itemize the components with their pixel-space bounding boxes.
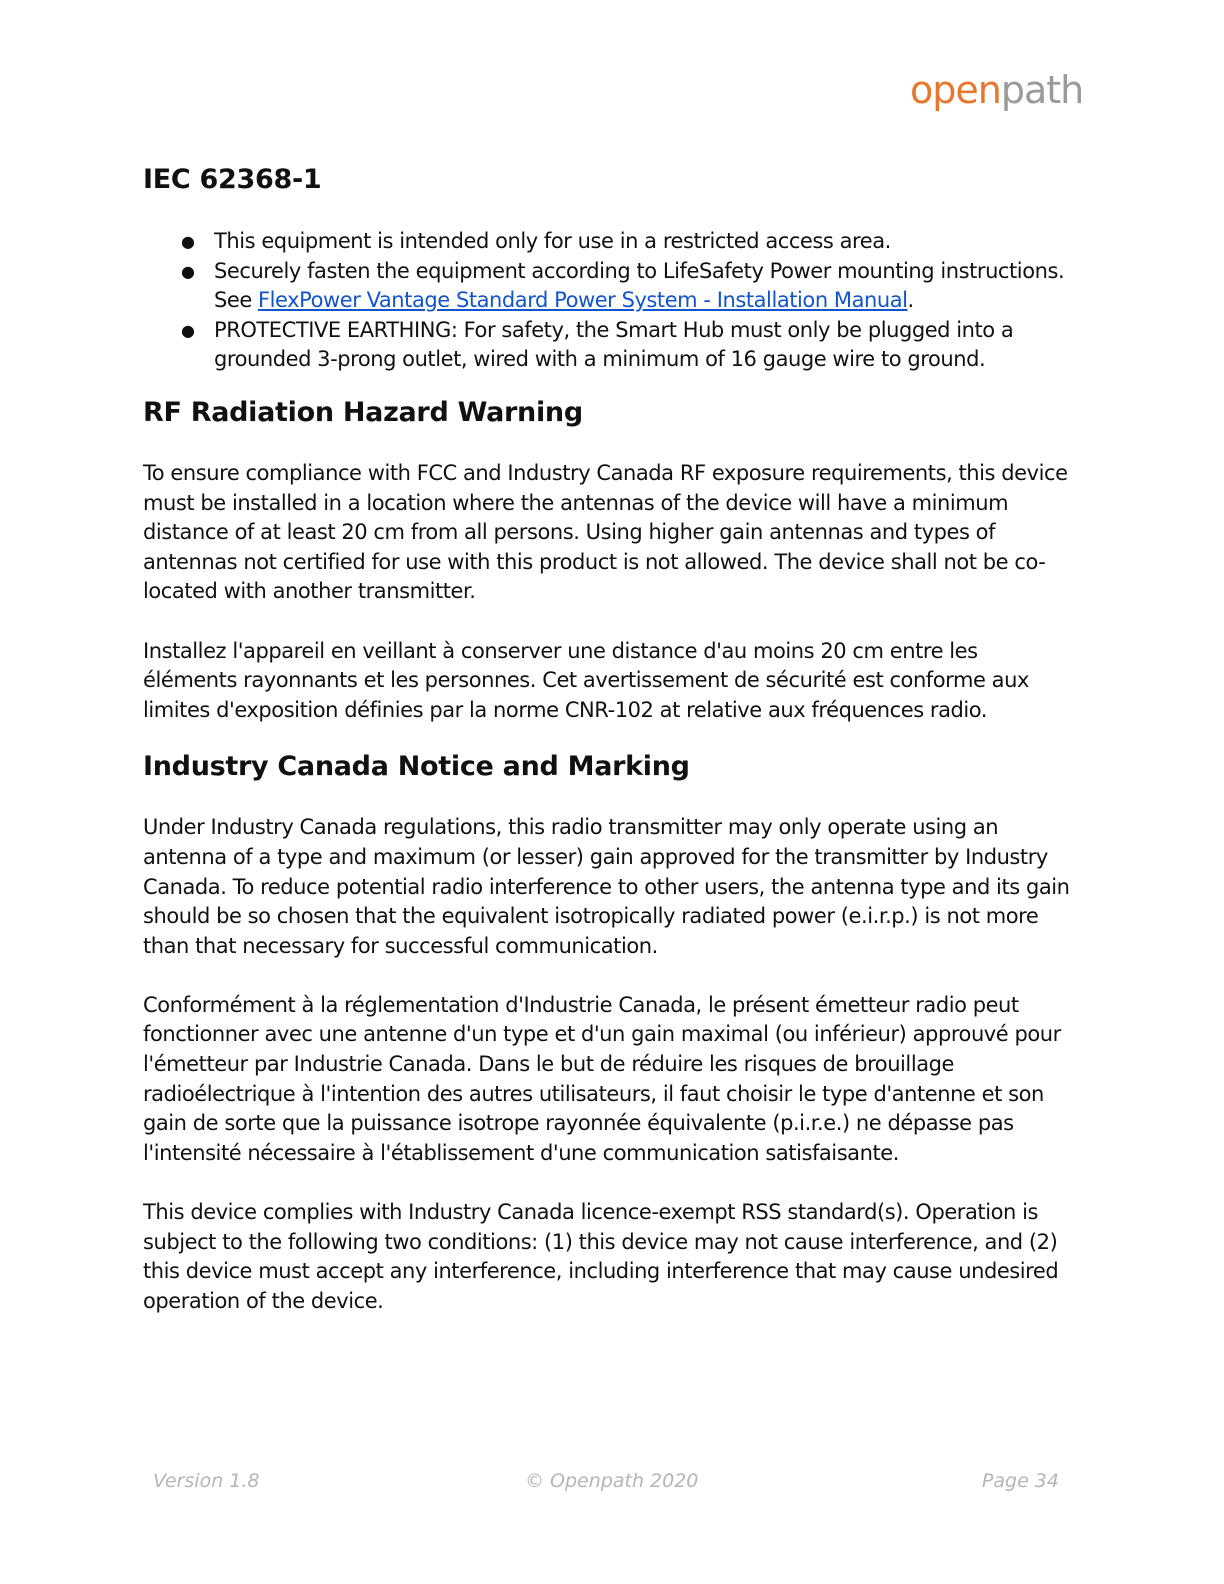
- section-industry-canada: [143, 747, 1073, 1316]
- openpath-logo: [910, 68, 1083, 112]
- logo-open-text: open: [910, 68, 1001, 112]
- document-body: [143, 160, 1073, 1316]
- paragraph: To ensure compliance with FCC and Industry Canada RF exposure requirements, this device must be installed in a location where the antennas of the device will have a minimum distance of at least 20 cm from all persons. Using higher gain antennas and types of antennas not certified for use with this product is not allowed. The device shall not be co-located with another transmitter.: [143, 460, 1068, 604]
- page-number: Page 34: [981, 1470, 1059, 1492]
- section-rf-radiation: [143, 393, 1073, 725]
- logo-path-text: path: [1000, 68, 1084, 112]
- section-heading: IEC 62368-1: [143, 164, 322, 195]
- flexpower-manual-link[interactable]: FlexPower Vantage Standard Power System - Installation Manual: [258, 288, 908, 313]
- copyright-label: © Openpath 2020: [525, 1470, 699, 1492]
- bullet-icon: ●: [181, 232, 195, 251]
- list-item-text-end: .: [907, 288, 914, 313]
- page-footer: [153, 1470, 1059, 1496]
- section-iec-62368: [143, 160, 1073, 375]
- list-item: [143, 316, 1073, 375]
- section-heading: RF Radiation Hazard Warning: [143, 396, 583, 428]
- list-item-text: PROTECTIVE EARTHING: For safety, the Smart Hub must only be plugged into a grounded 3-prong outlet, wired with a minimum of 16 gauge wire to ground.: [214, 317, 1014, 372]
- paragraph: Under Industry Canada regulations, this radio transmitter may only operate using an antenna of a type and maximum (or lesser) gain approved for the transmitter by Industry Canada. To reduce potential radio interference to other users, the antenna type and its gain should be so chosen that the equivalent isotropically radiated power (e.i.r.p.) is not more than that necessary for successful communication.: [143, 815, 1070, 958]
- version-label: Version 1.8: [153, 1470, 260, 1492]
- bullet-icon: ●: [181, 320, 195, 340]
- section-heading: Industry Canada Notice and Marking: [143, 751, 690, 783]
- paragraph: This device complies with Industry Canada licence-exempt RSS standard(s). Operation is subject to the following two conditions: (1) this device may not cause interference, and (2) this device must accept any interference, including interference that may cause undesired operation of the device.: [143, 1200, 1059, 1313]
- list-item-text: This equipment is intended only for use in a restricted access area.: [214, 229, 891, 253]
- paragraph: Conformément à la réglementation d'Industrie Canada, le présent émetteur radio peut fonctionner avec une antenne d'un type et d'un gain maximal (ou inférieur) approuvé pour l'émetteur par Industrie Canada. Dans le but de réduire les risques de brouillage radioélectrique à l'intention des autres utilisateurs, il faut choisir le type d'antenne et son gain de sorte que la puissance isotrope rayonnée équivalente (p.i.r.e.) ne dépasse pas l'intensité nécessaire à l'établissement d'une communication satisfaisante.: [143, 992, 1061, 1165]
- bullet-list: [143, 227, 1073, 375]
- list-item: [143, 227, 1073, 257]
- list-item-text: Securely fasten the equipment according to LifeSafety Power mounting instructions. See: [214, 258, 1065, 313]
- list-item: [143, 257, 1073, 316]
- paragraph: Installez l'appareil en veillant à conserver une distance d'au moins 20 cm entre les éléments rayonnants et les personnes. Cet avertissement de sécurité est conforme aux limites d'exposition définies par la norme CNR-102 at relative aux fréquences radio.: [143, 638, 1029, 722]
- bullet-icon: ●: [181, 261, 195, 281]
